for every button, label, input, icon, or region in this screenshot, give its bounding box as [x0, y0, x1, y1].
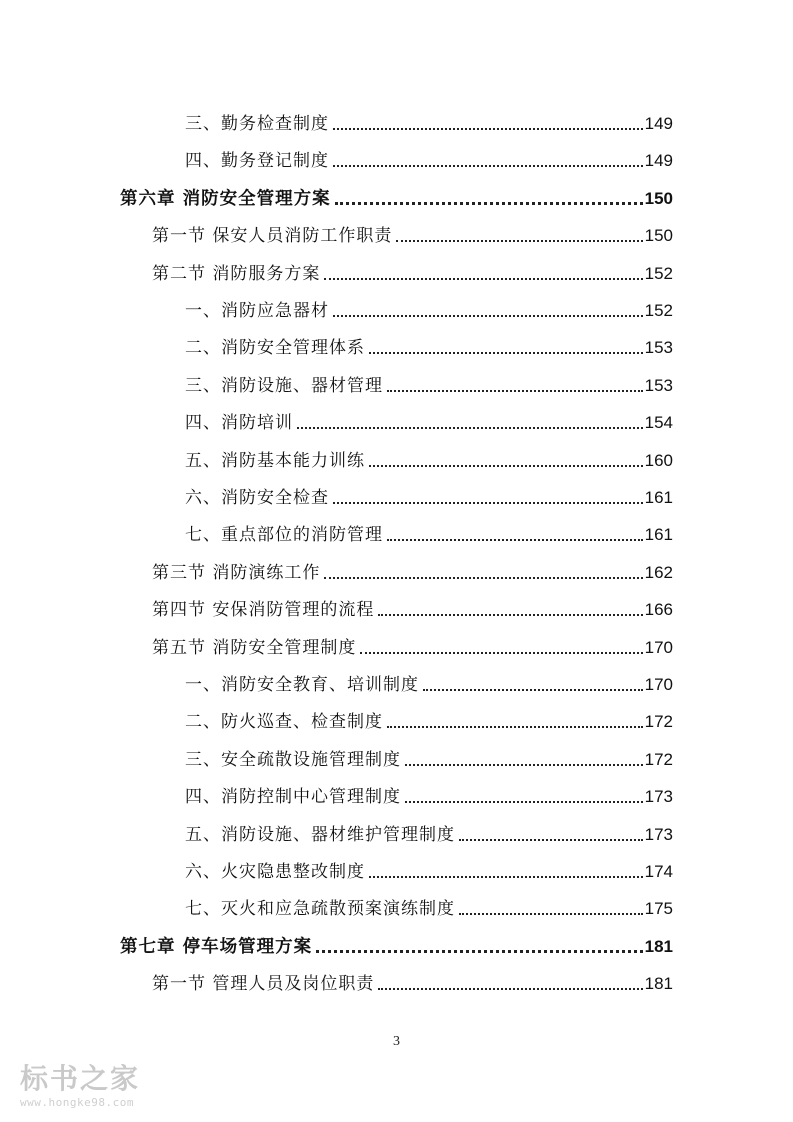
- toc-entry-title: 第四节 安保消防管理的流程: [152, 600, 375, 621]
- toc-entry-title: 第三节 消防演练工作: [152, 562, 321, 583]
- dot-leader: [333, 502, 643, 504]
- dot-leader: [387, 539, 643, 541]
- toc-entry-page: 161: [644, 525, 673, 545]
- toc-entry: [185, 847, 673, 883]
- toc-section-entry: [152, 211, 673, 247]
- toc-entry-page: 166: [644, 600, 673, 620]
- toc-entry: [185, 697, 673, 733]
- toc-entry-title: 第二节 消防服务方案: [152, 263, 321, 284]
- dot-leader: [369, 352, 643, 354]
- toc-entry-title: 一、消防安全教育、培训制度: [185, 675, 419, 695]
- toc-entry-title: 六、消防安全检查: [185, 488, 329, 508]
- toc-entry-title: 一、消防应急器材: [185, 301, 329, 321]
- toc-entry-page: 150: [644, 188, 673, 208]
- toc-entry: [185, 361, 673, 397]
- toc-entry-title: 四、勤务登记制度: [185, 151, 329, 172]
- toc-chapter-entry: [120, 174, 673, 210]
- toc-entry: [185, 436, 673, 472]
- toc-entry-page: 150: [644, 226, 673, 246]
- toc-entry-title: 四、消防控制中心管理制度: [185, 787, 401, 808]
- dot-leader: [333, 165, 643, 167]
- toc-entry-page: 172: [644, 749, 673, 769]
- dot-leader: [333, 128, 643, 130]
- toc-entry-title: 三、勤务检查制度: [185, 114, 329, 134]
- toc-entry-page: 172: [644, 712, 673, 732]
- dot-leader: [405, 801, 643, 803]
- toc-entry-title: 四、消防培训: [185, 413, 293, 434]
- toc-entry-page: 170: [644, 675, 673, 694]
- toc-entry: [185, 136, 673, 172]
- toc-entry-page: 152: [644, 301, 673, 320]
- watermark-url: www.hongke98.com: [20, 1096, 134, 1109]
- toc-entry-title: 五、消防基本能力训练: [185, 450, 365, 471]
- toc-section-entry: [152, 249, 673, 285]
- toc-entry-page: 160: [644, 450, 673, 470]
- dot-leader: [405, 764, 643, 766]
- watermark-logo: 标书之家: [20, 1062, 141, 1095]
- toc-entry-title: 第一节 管理人员及岗位职责: [152, 974, 375, 995]
- toc-entry: [185, 884, 673, 920]
- dot-leader: [378, 988, 642, 990]
- dot-leader: [360, 652, 642, 654]
- toc-entry-title: 第五节 消防安全管理制度: [152, 637, 357, 658]
- dot-leader: [335, 202, 643, 205]
- toc-entry: [185, 473, 673, 509]
- toc-section-entry: [152, 548, 673, 584]
- toc-entry-title: 二、防火巡查、检查制度: [185, 712, 383, 733]
- toc-entry-title: 六、火灾隐患整改制度: [185, 862, 365, 882]
- toc-section-entry: [152, 623, 673, 659]
- toc-entry-page: 173: [644, 787, 673, 807]
- toc-entry-page: 162: [644, 562, 673, 582]
- toc-entry-title: 第七章 停车场管理方案: [120, 936, 313, 957]
- dot-leader: [459, 913, 643, 915]
- page-number: 3: [393, 1034, 400, 1049]
- toc-entry-title: 五、消防设施、器材维护管理制度: [185, 824, 455, 845]
- toc-entry-title: 三、安全疏散设施管理制度: [185, 749, 401, 770]
- dot-leader: [387, 726, 643, 728]
- dot-leader: [378, 614, 642, 616]
- toc-entry-page: 181: [644, 936, 673, 956]
- toc-entry: [185, 99, 673, 135]
- toc-entry: [185, 735, 673, 771]
- toc-entry-title: 七、重点部位的消防管理: [185, 525, 383, 546]
- dot-leader: [369, 465, 643, 467]
- toc-entry: [185, 323, 673, 359]
- toc-entry-page: 153: [644, 375, 673, 395]
- toc-entry-page: 153: [644, 338, 673, 358]
- toc-entry-page: 149: [644, 151, 673, 171]
- toc-entry-page: 174: [644, 862, 673, 881]
- toc-entry-page: 181: [644, 974, 673, 994]
- dot-leader: [387, 390, 643, 392]
- toc-entry-page: 175: [644, 899, 673, 919]
- toc-entry-page: 173: [644, 824, 673, 844]
- toc-entry-title: 第六章 消防安全管理方案: [120, 188, 331, 209]
- toc-entry: [185, 772, 673, 808]
- dot-leader: [324, 577, 642, 579]
- toc-entry-page: 161: [644, 488, 673, 507]
- dot-leader: [396, 240, 642, 242]
- toc-entry-title: 三、消防设施、器材管理: [185, 375, 383, 396]
- toc-entry: [185, 398, 673, 434]
- toc-entry-title: 第一节 保安人员消防工作职责: [152, 226, 393, 247]
- toc-chapter-entry: [120, 922, 673, 958]
- dot-leader: [423, 689, 643, 691]
- toc-entry-page: 149: [644, 114, 673, 133]
- dot-leader: [324, 278, 642, 280]
- watermark: [20, 1062, 170, 1109]
- toc-entry-page: 154: [644, 413, 673, 433]
- toc-entry-page: 170: [644, 637, 673, 657]
- toc-section-entry: [152, 585, 673, 621]
- dot-leader: [333, 315, 643, 317]
- dot-leader: [297, 427, 643, 429]
- dot-leader: [459, 839, 643, 841]
- dot-leader: [316, 950, 643, 953]
- toc-entry-page: 152: [644, 263, 673, 283]
- toc-entry: [185, 510, 673, 546]
- toc-entry: [185, 660, 673, 696]
- toc-entry-title: 二、消防安全管理体系: [185, 338, 365, 359]
- toc-section-entry: [152, 959, 673, 995]
- toc-entry-title: 七、灭火和应急疏散预案演练制度: [185, 899, 455, 920]
- dot-leader: [369, 876, 643, 878]
- toc-entry: [185, 810, 673, 846]
- toc-entry: [185, 286, 673, 322]
